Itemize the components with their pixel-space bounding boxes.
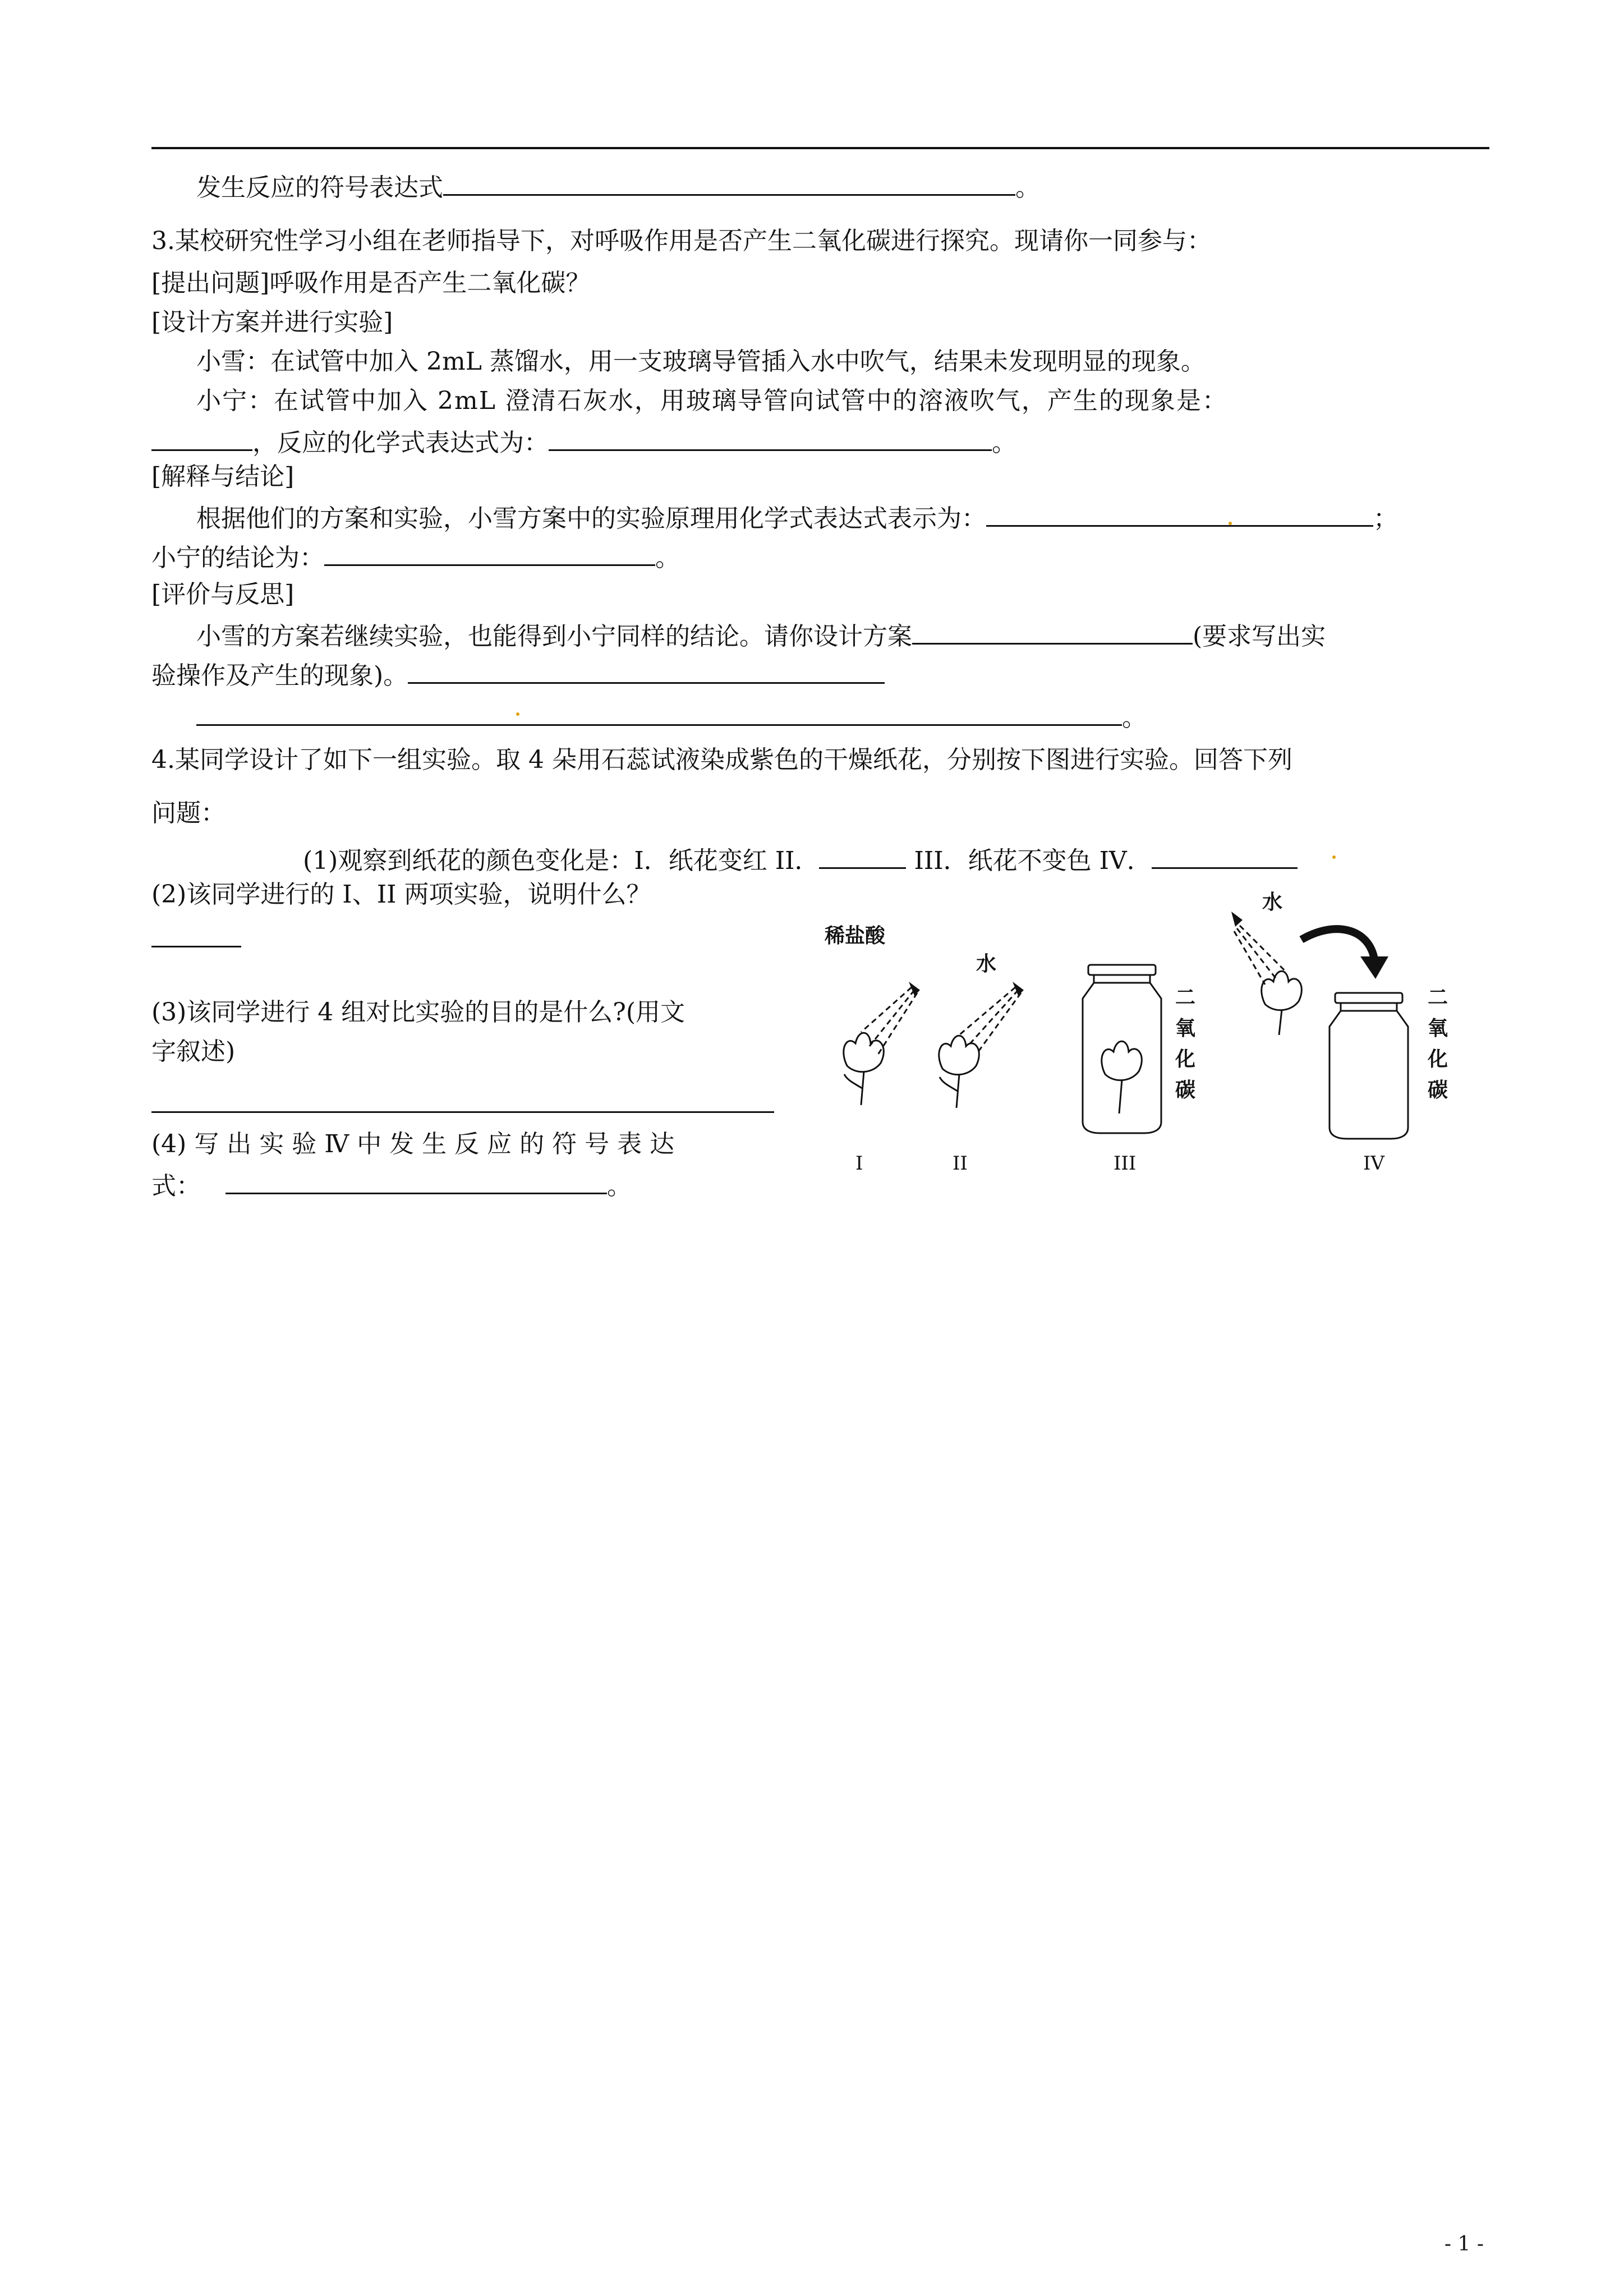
spray-lines-i [861,987,917,1055]
page-number: - 1 - [1444,2233,1484,2256]
spray-lines-iv [1234,926,1285,984]
roman-label: I [855,1152,863,1175]
label-water-2: 水 [1262,891,1283,914]
color-change-blank-ii[interactable] [819,841,906,869]
conclusion-blank[interactable] [324,539,655,566]
q3-explain-header: [解释与结论] [151,462,295,491]
experiment-iv [1231,891,1448,1175]
q4-sub4-a: (4) 写 出 实 验 Ⅳ 中 发 生 反 应 的 符 号 表 达 [151,1130,675,1158]
arrow-icon [1301,929,1374,959]
gas-jar-icon [1083,965,1161,1133]
design-blank-2[interactable] [408,656,885,684]
orange-mark [516,712,519,716]
paper-flower-icon [844,1033,884,1105]
sub2-blank[interactable] [151,920,241,947]
q4-sub2: (2)该同学进行的 I、II 两项实验，说明什么？ [151,880,651,909]
co2-char: 二 [1428,986,1448,1009]
xiaoxue-formula-blank[interactable] [986,499,1373,527]
answer-blank[interactable] [443,168,1015,196]
q3-eval-header: [评价与反思] [151,580,295,609]
co2-char: 氧 [1428,1017,1448,1040]
gas-jar-icon [1329,993,1408,1139]
design-blank[interactable] [912,617,1193,645]
q3-xiaoning-cont: ，反应的化学式表达式为： 。 [151,424,1016,460]
q4-intro-cont: 问题： [151,799,226,827]
experiment-ii [939,953,1024,1175]
experiment-iii [1083,965,1195,1175]
q4-sub4-b: 式： 。 [151,1167,632,1203]
reaction-label: 发生反应的符号表达式 [196,173,443,202]
arrow-head-icon [1360,956,1388,979]
phenomenon-blank[interactable] [151,424,252,451]
orange-mark [1229,522,1232,525]
reaction-expression-line: 发生反应的符号表达式 。 [196,168,1040,205]
color-change-blank-iv[interactable] [1152,841,1298,869]
q4-sub2-answer [151,920,241,956]
roman-label: III [1114,1152,1137,1175]
paper-flower-icon [939,1036,979,1108]
co2-char: 化 [1428,1048,1448,1071]
roman-label: II [953,1152,968,1175]
q4-intro: 4.某同学设计了如下一组实验。取 4 朵用石蕊试液染成紫色的干燥纸花，分别按下图进行实验。回答下列 [151,746,1292,774]
sub4-blank[interactable] [226,1167,607,1194]
roman-label: IV [1363,1152,1384,1175]
q4-sub1: (1)观察到纸花的颜色变化是：I．纸花变红 II． III．纸花不变色 IV． [303,841,1298,878]
co2-char: 碳 [1428,1079,1448,1102]
design-blank-3[interactable] [196,698,1122,726]
q3-conclusion: 小宁的结论为： 。 [151,539,680,575]
q3-explain-text: 根据他们的方案和实验，小雪方案中的实验原理用化学式表达式表示为： ； [196,499,1398,536]
q3-eval-cont-2: 。 [196,698,1147,735]
q3-eval-text: 小雪的方案若继续实验，也能得到小宁同样的结论。请你设计方案 (要求写出实 [196,617,1326,654]
paper-flower-icon [1102,1041,1142,1114]
q3-intro: 3.某校研究性学习小组在老师指导下，对呼吸作用是否产生二氧化碳进行探究。现请你一同参与： [151,227,1212,255]
q3-raise-question: [提出问题]呼吸作用是否产生二氧化碳？ [151,269,591,297]
label-water-1: 水 [976,953,997,976]
paper-flower-icon [1262,971,1302,1035]
sub3-blank[interactable] [151,1085,774,1113]
q3-xiaoxue: 小雪：在试管中加入 2mL 蒸馏水，用一支玻璃导管插入水中吹气，结果未发现明显的现象。 [196,347,1206,376]
q4-sub3-b: 字叙述) [151,1037,236,1066]
co2-char: 碳 [1175,1079,1196,1102]
formula-blank[interactable] [549,424,992,451]
q3-design-header: [设计方案并进行实验] [151,308,393,337]
q4-sub3-a: (3)该同学进行 4 组对比实验的目的是什么?(用文 [151,998,686,1027]
co2-char: 二 [1175,986,1196,1009]
q4-sub3-answer [151,1085,774,1122]
orange-mark [1332,855,1336,859]
co2-char: 氧 [1175,1017,1196,1040]
nozzle-icon [1231,912,1243,927]
experiment-figure [808,886,1481,1189]
label-dilute-hcl: 稀盐酸 [825,924,886,947]
header-rule [151,147,1489,149]
q3-xiaoning: 小宁：在试管中加入 2mL 澄清石灰水，用玻璃导管向试管中的溶液吹气，产生的现象是： [196,386,1228,415]
co2-char: 化 [1175,1048,1196,1071]
experiment-i [824,924,920,1175]
q3-eval-cont: 验操作及产生的现象)。 [151,656,885,693]
